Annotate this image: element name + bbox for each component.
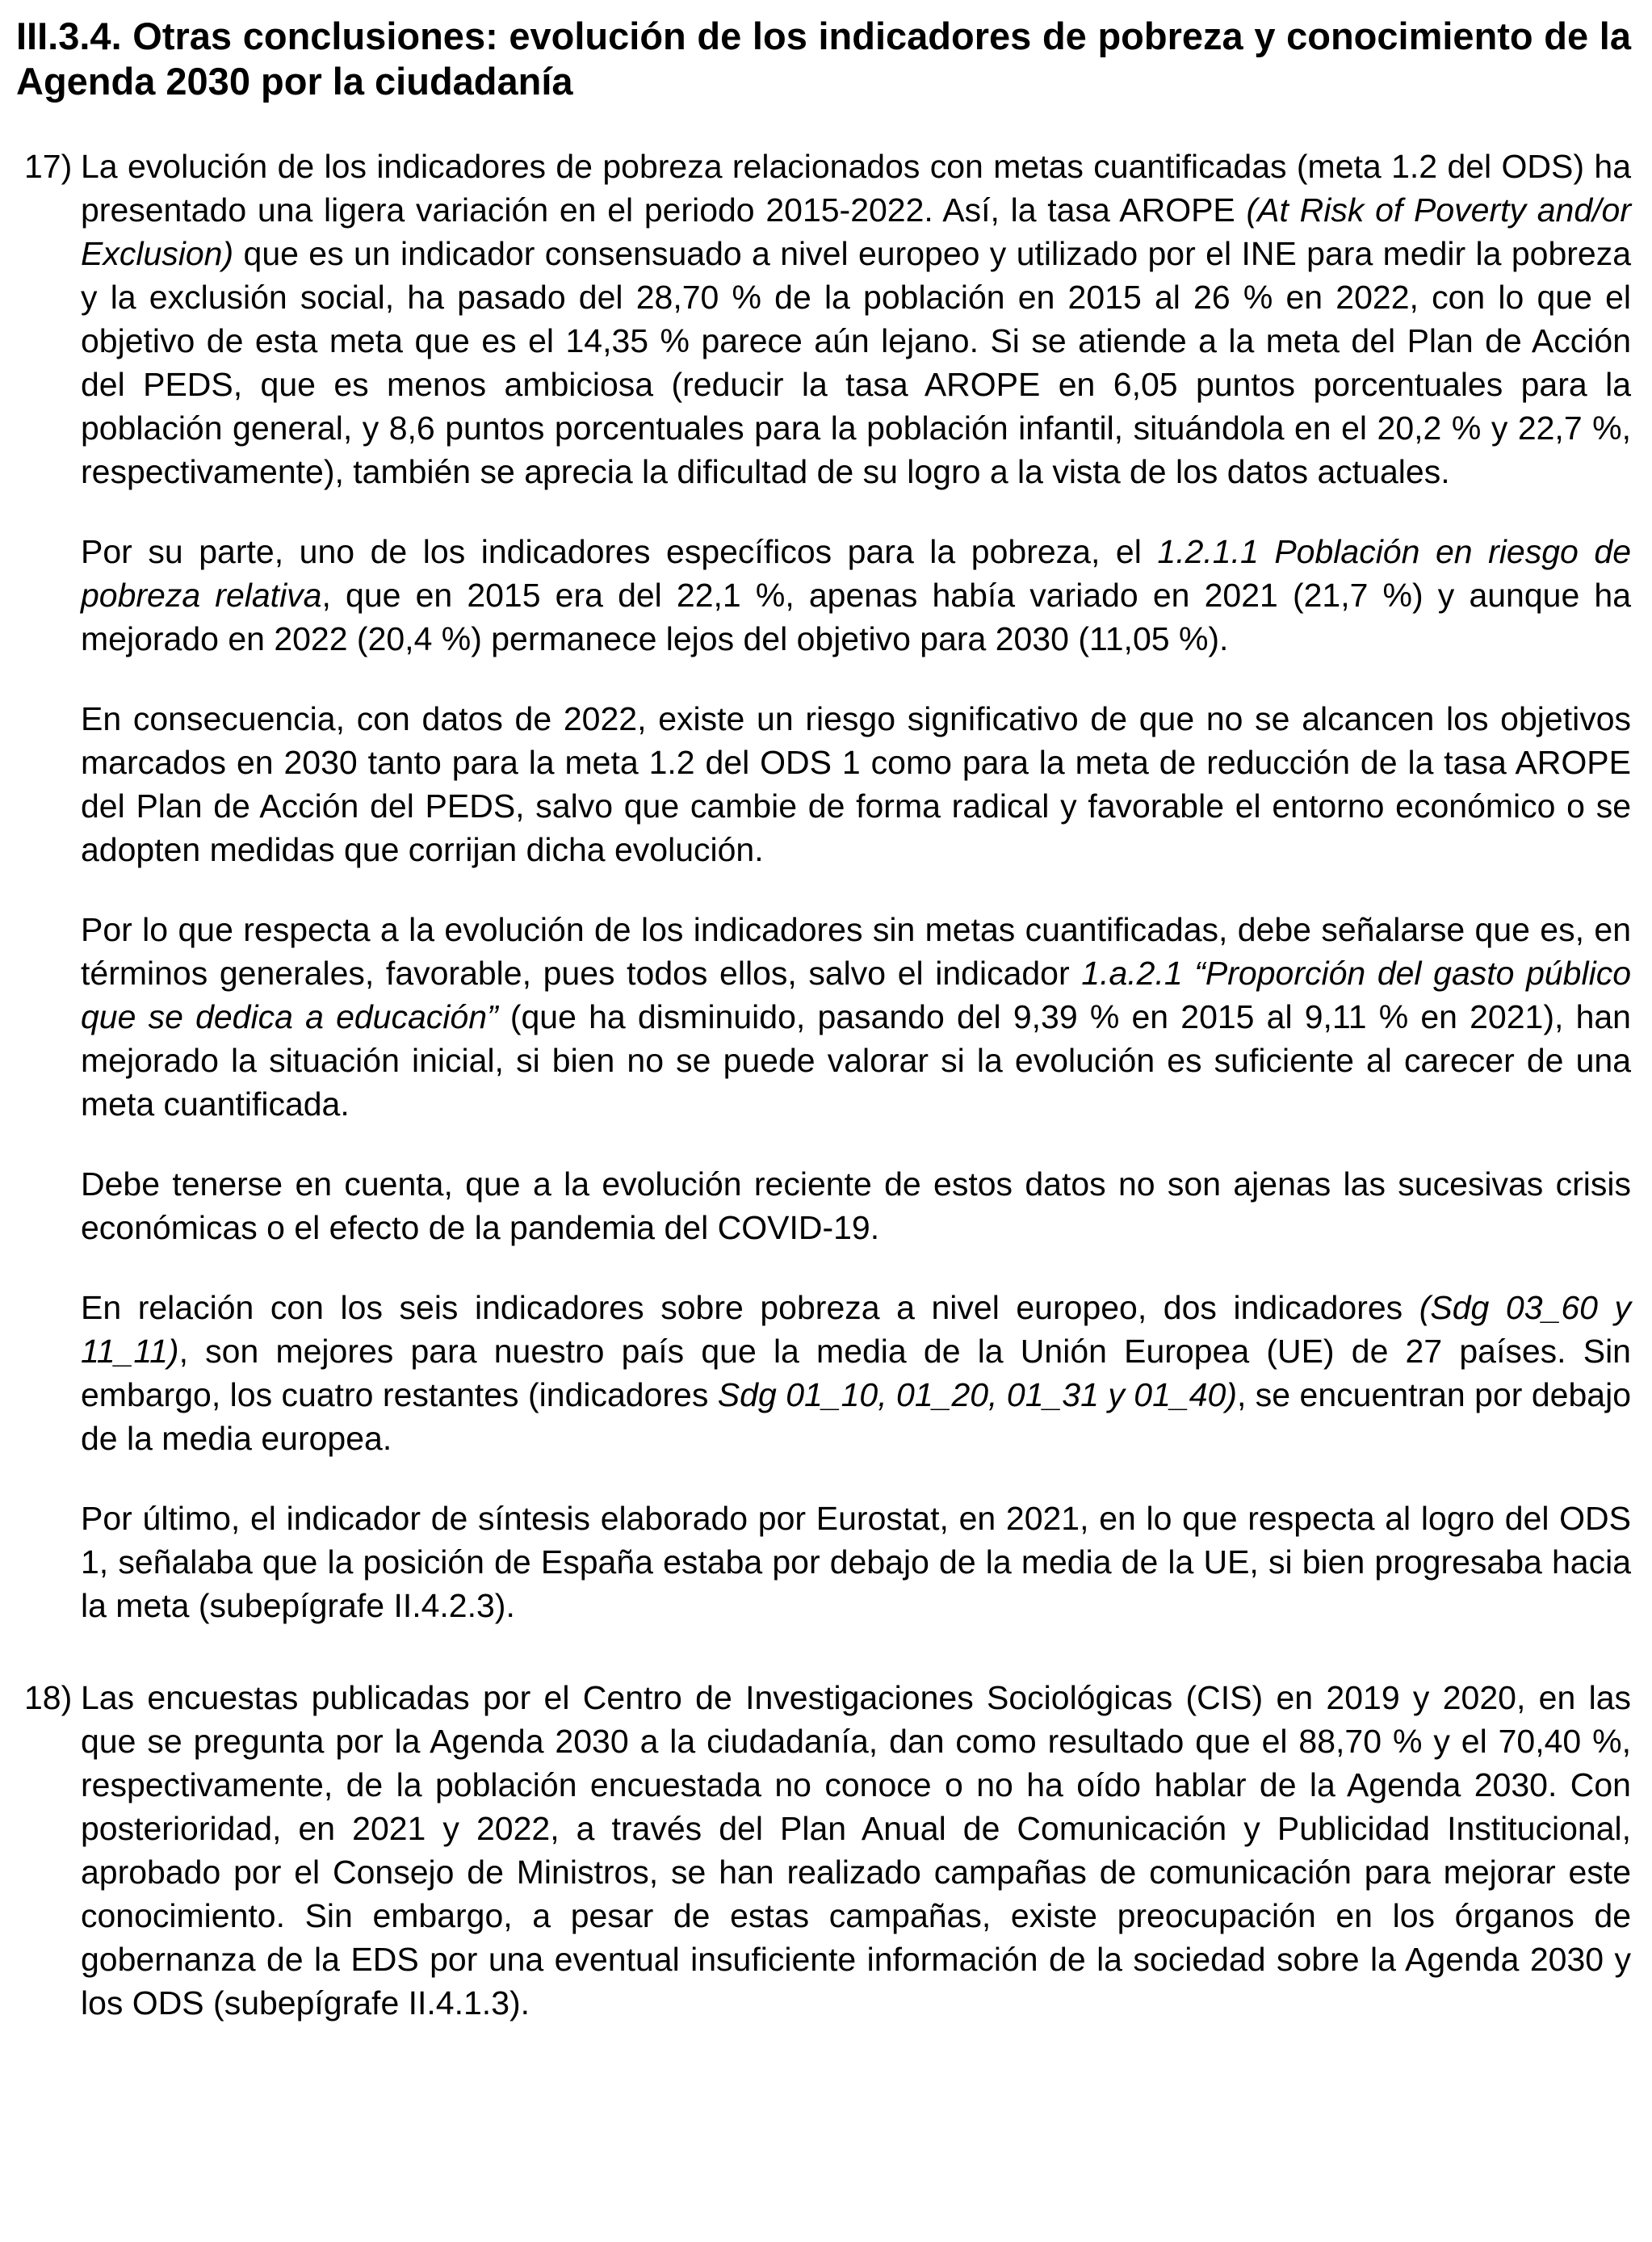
text-run: (que ha disminuido, pasando del 9,39 % en 2015 al 9,11 % en 2021), han mejorado la situación inicial, si bien no se puede valorar si la evolución es suficiente al carecer de una meta cuantificada. bbox=[81, 998, 1631, 1123]
text-run: En consecuencia, con datos de 2022, existe un riesgo significativo de que no se alcancen los objetivos marcados en 2030 tanto para la meta 1.2 del ODS 1 como para la meta de reducción de la tasa AROPE del Plan de Acción del PEDS, salvo que cambie de forma radical y favorable el entorno económico o se adopten medidas que corrijan dicha evolución. bbox=[81, 700, 1631, 868]
text-run: , que en 2015 era del 22,1 %, apenas había variado en 2021 (21,7 %) y aunque ha mejorado en 2022 (20,4 %) permanece lejos del objetivo para 2030 (11,05 %). bbox=[81, 577, 1631, 657]
text-run: , se encuentran por debajo de la media europea. bbox=[81, 1376, 1631, 1457]
italic-run: (Sdg 03_60 y 11_11) bbox=[81, 1289, 1632, 1370]
italic-run: 1.a.2.1 “Proporción del gasto público que se dedica a educación” bbox=[81, 955, 1632, 1035]
text-run: Por su parte, uno de los indicadores específicos para la pobreza, el bbox=[81, 533, 1158, 570]
paragraph bbox=[81, 1286, 1631, 1460]
text-run: Por lo que respecta a la evolución de los indicadores sin metas cuantificadas, debe señalarse que es, en términos generales, favorable, pues todos ellos, salvo el indicador bbox=[81, 911, 1631, 992]
italic-run: (At Risk of Poverty and/or Exclusion) bbox=[81, 191, 1631, 272]
paragraph bbox=[81, 1497, 1631, 1627]
paragraph bbox=[81, 1162, 1631, 1249]
text-run: En relación con los seis indicadores sobre pobreza a nivel europeo, dos indicadores bbox=[81, 1289, 1419, 1326]
paragraph bbox=[81, 145, 1631, 493]
section-heading: III.3.4. Otras conclusiones: evolución de los indicadores de pobreza y conocimiento de la Agenda 2030 por la ciudadanía bbox=[16, 15, 1631, 103]
text-run: , son mejores para nuestro país que la media de la Unión Europea (UE) de 27 países. Sin embargo, los cuatro restantes (indicadores bbox=[81, 1333, 1631, 1413]
paragraph bbox=[81, 697, 1631, 871]
text-run: La evolución de los indicadores de pobreza relacionados con metas cuantificadas (meta 1.2 del ODS) ha presentado una ligera variación en el periodo 2015-2022. Así, la tasa AROPE bbox=[81, 148, 1631, 229]
text-run: Por último, el indicador de síntesis elaborado por Eurostat, en 2021, en lo que respecta al logro del ODS 1, señalaba que la posición de España estaba por debajo de la media de la UE, si bien progresaba hacia la meta (subepígrafe II.4.2.3). bbox=[81, 1500, 1631, 1624]
numbered-item-17 bbox=[24, 145, 1631, 1627]
text-run: Las encuestas publicadas por el Centro de Investigaciones Sociológicas (CIS) en 2019 y 2020, en las que se pregunta por la Agenda 2030 a la ciudadanía, dan como resultado que el 88,70 % y el 70,40 %, respectivamente, de la población encuestada no conoce o no ha oído hablar de la Agenda 2030. Con posterioridad, en 2021 y 2022, a través del Plan Anual de Comunicación y Publicidad Institucional, aprobado por el Consejo de Ministros, se han realizado campañas de comunicación para mejorar este conocimiento. Sin embargo, a pesar de estas campañas, existe preocupación en los órganos de gobernanza de la EDS por una eventual insuficiente información de la sociedad sobre la Agenda 2030 y los ODS (subepígrafe II.4.1.3). bbox=[81, 1679, 1631, 2022]
item-number: 17) bbox=[24, 148, 73, 185]
italic-run: 1.2.1.1 Población en riesgo de pobreza relativa bbox=[81, 533, 1631, 614]
paragraph bbox=[81, 1676, 1631, 2025]
text-run: Debe tenerse en cuenta, que a la evolución reciente de estos datos no son ajenas las sucesivas crisis económicas o el efecto de la pandemia del COVID-19. bbox=[81, 1165, 1631, 1246]
text-run: que es un indicador consensuado a nivel europeo y utilizado por el INE para medir la pobreza y la exclusión social, ha pasado del 28,70 % de la población en 2015 al 26 % en 2022, con lo que el objetivo de esta meta que es el 14,35 % parece aún lejano. Si se atiende a la meta del Plan de Acción del PEDS, que es menos ambiciosa (reducir la tasa AROPE en 6,05 puntos porcentuales para la población general, y 8,6 puntos porcentuales para la población infantil, situándola en el 20,2 % y 22,7 %, respectivamente), también se aprecia la dificultad de su logro a la vista de los datos actuales. bbox=[81, 235, 1631, 490]
item-number: 18) bbox=[24, 1679, 73, 1716]
numbered-item-18 bbox=[24, 1676, 1631, 2025]
paragraph bbox=[81, 530, 1631, 661]
numbered-items bbox=[24, 145, 1631, 2025]
paragraph bbox=[81, 908, 1631, 1126]
italic-run: Sdg 01_10, 01_20, 01_31 y 01_40) bbox=[717, 1376, 1237, 1413]
